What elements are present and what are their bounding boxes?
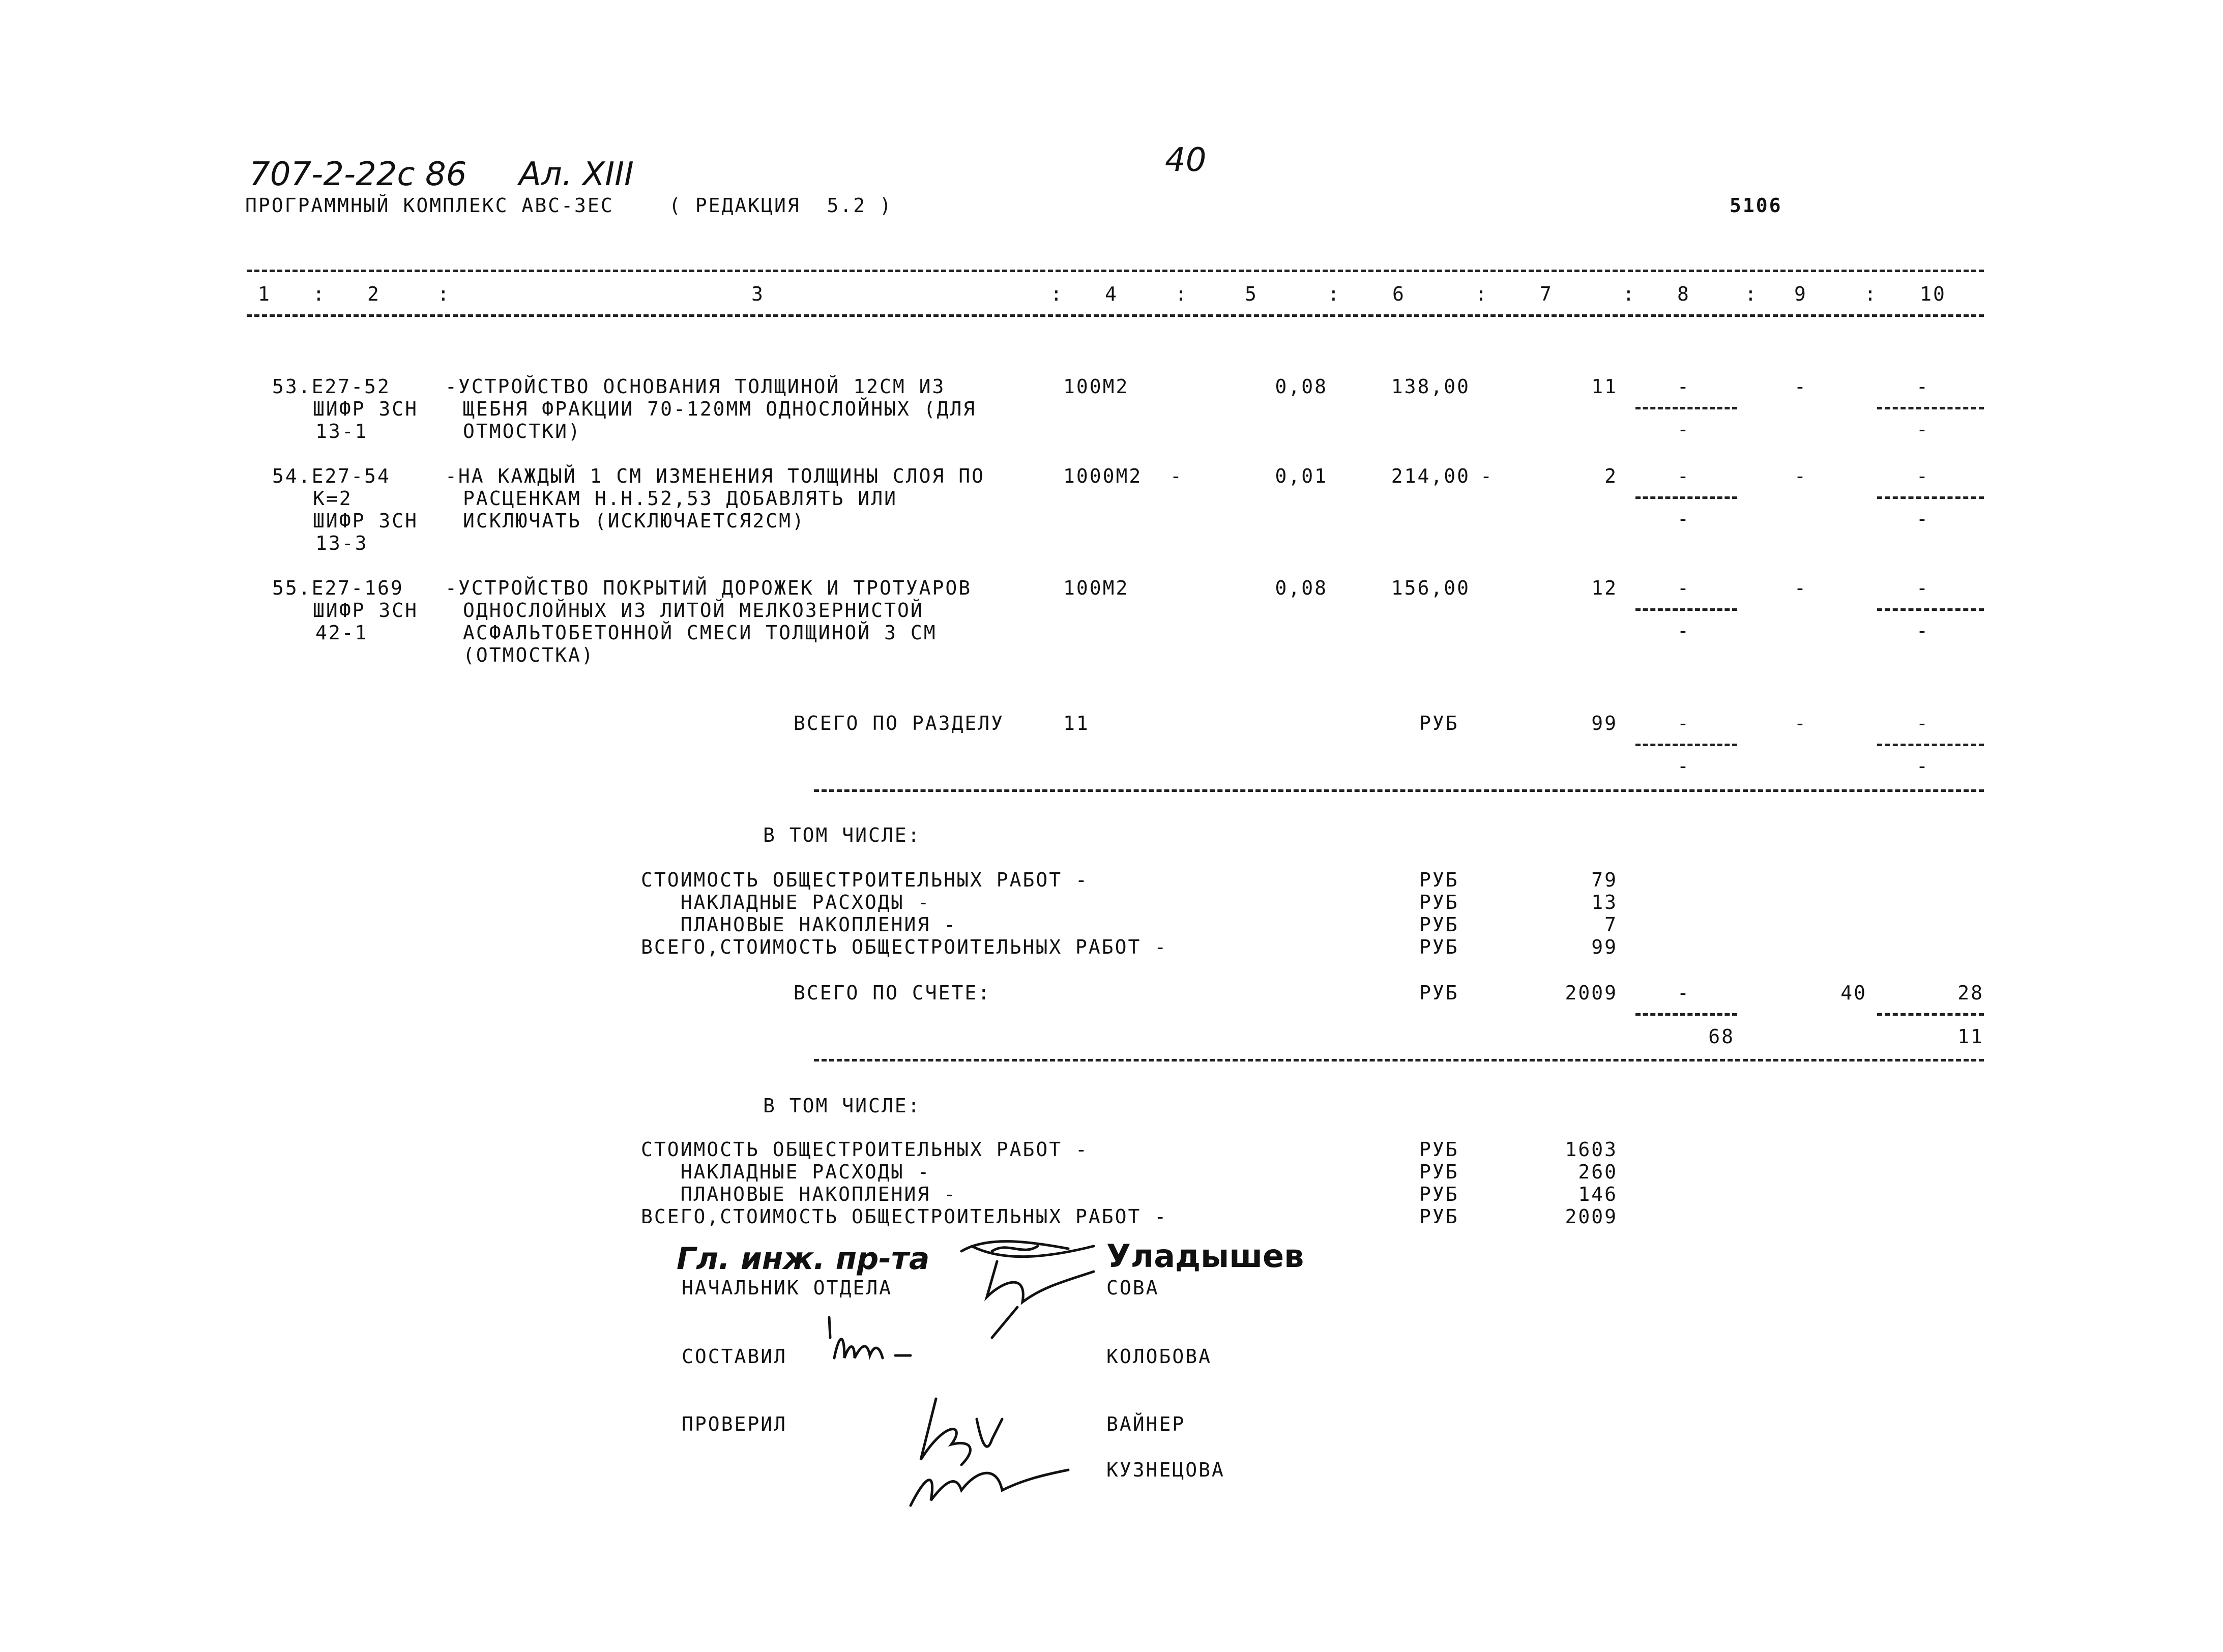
row-col8-lower: - xyxy=(1677,508,1690,530)
breakdown-amount: 7 xyxy=(1604,913,1618,936)
breakdown-currency: РУБ xyxy=(1419,936,1459,958)
row-total: 2 xyxy=(1604,465,1618,487)
row-col8-lower: - xyxy=(1677,620,1690,642)
breakdown-label: ПЛАНОВЫЕ НАКОПЛЕНИЯ - xyxy=(641,1183,957,1205)
column-separator: : xyxy=(1050,283,1064,305)
breakdown-currency: РУБ xyxy=(1419,891,1459,913)
row-col8: - xyxy=(1677,375,1690,398)
column-header: 6 xyxy=(1392,283,1406,305)
row-unit-price: 156,00 xyxy=(1391,577,1470,599)
row-col10: - xyxy=(1916,465,1929,487)
column-separator: : xyxy=(1328,283,1341,305)
section-total-col10: - xyxy=(1916,712,1929,734)
row-col9: - xyxy=(1794,465,1807,487)
row-description: (ОТМОСТКА) xyxy=(463,644,595,666)
checked-name-1: ВАЙНЕР xyxy=(1106,1413,1186,1435)
signature-compiled xyxy=(824,1312,936,1373)
row-col9: - xyxy=(1794,577,1807,599)
column-header: 8 xyxy=(1677,283,1690,305)
column-header: 7 xyxy=(1540,283,1553,305)
sheet-label: Ал. XIII xyxy=(519,156,634,193)
row-description: -УСТРОЙСТВО ОСНОВАНИЯ ТОЛЩИНОЙ 12СМ ИЗ xyxy=(445,375,946,398)
column-header: 10 xyxy=(1920,283,1946,305)
row-total: 12 xyxy=(1591,577,1618,599)
edition-label: ( РЕДАКЦИЯ 5.2 ) xyxy=(669,194,893,217)
fraction-rule xyxy=(1635,1013,1737,1016)
section-total-col9: - xyxy=(1794,712,1807,734)
estimate-total-col9: 40 xyxy=(1840,982,1867,1004)
breakdown-title: В ТОМ ЧИСЛЕ: xyxy=(763,1095,921,1117)
document-code: 707-2-22с 86 xyxy=(249,156,467,193)
row-mark: - xyxy=(1170,465,1183,487)
row-number: 55.Е27-169 xyxy=(272,577,404,599)
row-cipher: 42-1 xyxy=(315,622,368,644)
program-name: ПРОГРАММНЫЙ КОМПЛЕКС АВС-ЗЕС xyxy=(245,194,614,217)
row-description: ОДНОСЛОЙНЫХ ИЗ ЛИТОЙ МЕЛКОЗЕРНИСТОЙ xyxy=(463,599,924,622)
row-description: АСФАЛЬТОБЕТОННОЙ СМЕСИ ТОЛЩИНОЙ 3 СМ xyxy=(463,622,937,644)
row-unit: 100М2 xyxy=(1063,577,1129,599)
row-unit-price: 138,00 xyxy=(1391,375,1470,398)
estimate-total-col8: - xyxy=(1677,982,1690,1004)
checked-name-2: КУЗНЕЦОВА xyxy=(1106,1459,1225,1481)
row-description: -УСТРОЙСТВО ПОКРЫТИЙ ДОРОЖЕК И ТРОТУАРОВ xyxy=(445,577,972,599)
breakdown-amount: 146 xyxy=(1578,1183,1618,1205)
section-rule xyxy=(814,789,1984,792)
column-separator: : xyxy=(1623,283,1636,305)
page-number: 40 xyxy=(1165,141,1207,179)
section-rule xyxy=(814,1059,1984,1061)
breakdown-currency: РУБ xyxy=(1419,1161,1459,1183)
row-description: ОТМОСТКИ) xyxy=(463,420,581,442)
row-number: 53.Е27-52 xyxy=(272,375,391,398)
breakdown-label: СТОИМОСТЬ ОБЩЕСТРОИТЕЛЬНЫХ РАБОТ - xyxy=(641,1138,1089,1161)
section-total-col8: - xyxy=(1677,712,1690,734)
row-mark: - xyxy=(1480,465,1494,487)
estimate-total-col10: 28 xyxy=(1957,982,1984,1004)
column-separator: : xyxy=(1175,283,1188,305)
section-total-amount: 99 xyxy=(1591,712,1618,734)
row-quantity: 0,01 xyxy=(1275,465,1328,487)
row-unit: 1000М2 xyxy=(1063,465,1143,487)
row-cipher: ШИФР ЗСН xyxy=(313,398,419,420)
row-cipher: ШИФР ЗСН xyxy=(313,510,419,532)
row-description: ЩЕБНЯ ФРАКЦИИ 70-120ММ ОДНОСЛОЙНЫХ (ДЛЯ xyxy=(463,398,977,420)
fraction-rule xyxy=(1635,496,1737,499)
breakdown-amount: 2009 xyxy=(1565,1205,1618,1228)
estimate-total-col10-lower: 11 xyxy=(1957,1025,1984,1048)
breakdown-amount: 260 xyxy=(1578,1161,1618,1183)
fraction-rule xyxy=(1635,608,1737,611)
breakdown-label: ПЛАНОВЫЕ НАКОПЛЕНИЯ - xyxy=(641,913,957,936)
row-description: ИСКЛЮЧАТЬ (ИСКЛЮЧАЕТСЯ2СМ) xyxy=(463,510,805,532)
breakdown-label: ВСЕГО,СТОИМОСТЬ ОБЩЕСТРОИТЕЛЬНЫХ РАБОТ - xyxy=(641,1205,1168,1228)
head-role: НАЧАЛЬНИК ОТДЕЛА xyxy=(682,1277,893,1299)
breakdown-currency: РУБ xyxy=(1419,913,1459,936)
breakdown-amount: 13 xyxy=(1591,891,1618,913)
signature-chief-engineer xyxy=(941,1231,1124,1343)
column-separator: : xyxy=(313,283,326,305)
chief-engineer-name: Уладышев xyxy=(1106,1237,1304,1275)
signature-checked xyxy=(900,1389,1084,1511)
row-col10-lower: - xyxy=(1916,418,1929,440)
row-cipher: К=2 xyxy=(313,487,353,510)
row-col9: - xyxy=(1794,375,1807,398)
column-header: 4 xyxy=(1105,283,1118,305)
row-col10: - xyxy=(1916,577,1929,599)
breakdown-currency: РУБ xyxy=(1419,1138,1459,1161)
row-total: 11 xyxy=(1591,375,1618,398)
column-header: 2 xyxy=(367,283,381,305)
row-quantity: 0,08 xyxy=(1275,375,1328,398)
column-separator: : xyxy=(1745,283,1758,305)
chief-engineer-role: Гл. инж. пр-та xyxy=(677,1241,930,1277)
row-col10: - xyxy=(1916,375,1929,398)
fraction-rule xyxy=(1635,744,1737,746)
breakdown-currency: РУБ xyxy=(1419,1183,1459,1205)
fraction-rule xyxy=(1877,496,1984,499)
estimate-total-currency: РУБ xyxy=(1419,982,1459,1004)
fraction-rule xyxy=(1635,407,1737,409)
column-header: 5 xyxy=(1245,283,1258,305)
compiled-name: КОЛОБОВА xyxy=(1106,1345,1212,1368)
breakdown-label: НАКЛАДНЫЕ РАСХОДЫ - xyxy=(641,1161,931,1183)
fraction-rule xyxy=(1877,1013,1984,1016)
document-number: 5106 xyxy=(1730,194,1782,217)
breakdown-label: НАКЛАДНЫЕ РАСХОДЫ - xyxy=(641,891,931,913)
breakdown-currency: РУБ xyxy=(1419,1205,1459,1228)
row-col10-lower: - xyxy=(1916,620,1929,642)
fraction-rule xyxy=(1877,744,1984,746)
column-separator: : xyxy=(437,283,451,305)
row-cipher: 13-3 xyxy=(315,532,368,554)
column-separator: : xyxy=(1864,283,1878,305)
estimate-total-label: ВСЕГО ПО СЧЕТЕ: xyxy=(794,982,991,1004)
section-total-col10-lower: - xyxy=(1916,755,1929,777)
row-unit-price: 214,00 xyxy=(1391,465,1470,487)
row-description: -НА КАЖДЫЙ 1 СМ ИЗМЕНЕНИЯ ТОЛЩИНЫ СЛОЯ ПО xyxy=(445,465,985,487)
column-separator: : xyxy=(1475,283,1488,305)
head-name: СОВА xyxy=(1106,1277,1159,1299)
row-col10-lower: - xyxy=(1916,508,1929,530)
column-header: 3 xyxy=(751,283,765,305)
column-header: 1 xyxy=(258,283,271,305)
breakdown-currency: РУБ xyxy=(1419,869,1459,891)
fraction-rule xyxy=(1877,407,1984,409)
row-cipher: ШИФР ЗСН xyxy=(313,599,419,622)
fraction-rule xyxy=(1877,608,1984,611)
checked-role: ПРОВЕРИЛ xyxy=(682,1413,787,1435)
header-top-rule xyxy=(247,270,1984,272)
row-quantity: 0,08 xyxy=(1275,577,1328,599)
breakdown-amount: 1603 xyxy=(1565,1138,1618,1161)
section-total-currency: РУБ xyxy=(1419,712,1459,734)
estimate-total-col8-lower: 68 xyxy=(1708,1025,1735,1048)
breakdown-amount: 99 xyxy=(1591,936,1618,958)
row-col8: - xyxy=(1677,577,1690,599)
column-header: 9 xyxy=(1794,283,1807,305)
header-bottom-rule xyxy=(247,314,1984,317)
row-unit: 100М2 xyxy=(1063,375,1129,398)
row-number: 54.Е27-54 xyxy=(272,465,391,487)
breakdown-amount: 79 xyxy=(1591,869,1618,891)
row-col8-lower: - xyxy=(1677,418,1690,440)
compiled-role: СОСТАВИЛ xyxy=(682,1345,787,1368)
section-total-label: ВСЕГО ПО РАЗДЕЛУ xyxy=(794,712,1005,734)
row-description: РАСЦЕНКАМ Н.Н.52,53 ДОБАВЛЯТЬ ИЛИ xyxy=(463,487,897,510)
row-col8: - xyxy=(1677,465,1690,487)
section-total-col8-lower: - xyxy=(1677,755,1690,777)
breakdown-title: В ТОМ ЧИСЛЕ: xyxy=(763,824,921,846)
row-cipher: 13-1 xyxy=(315,420,368,442)
estimate-total-amount: 2009 xyxy=(1565,982,1618,1004)
section-total-count: 11 xyxy=(1063,712,1090,734)
breakdown-label: СТОИМОСТЬ ОБЩЕСТРОИТЕЛЬНЫХ РАБОТ - xyxy=(641,869,1089,891)
breakdown-label: ВСЕГО,СТОИМОСТЬ ОБЩЕСТРОИТЕЛЬНЫХ РАБОТ - xyxy=(641,936,1168,958)
